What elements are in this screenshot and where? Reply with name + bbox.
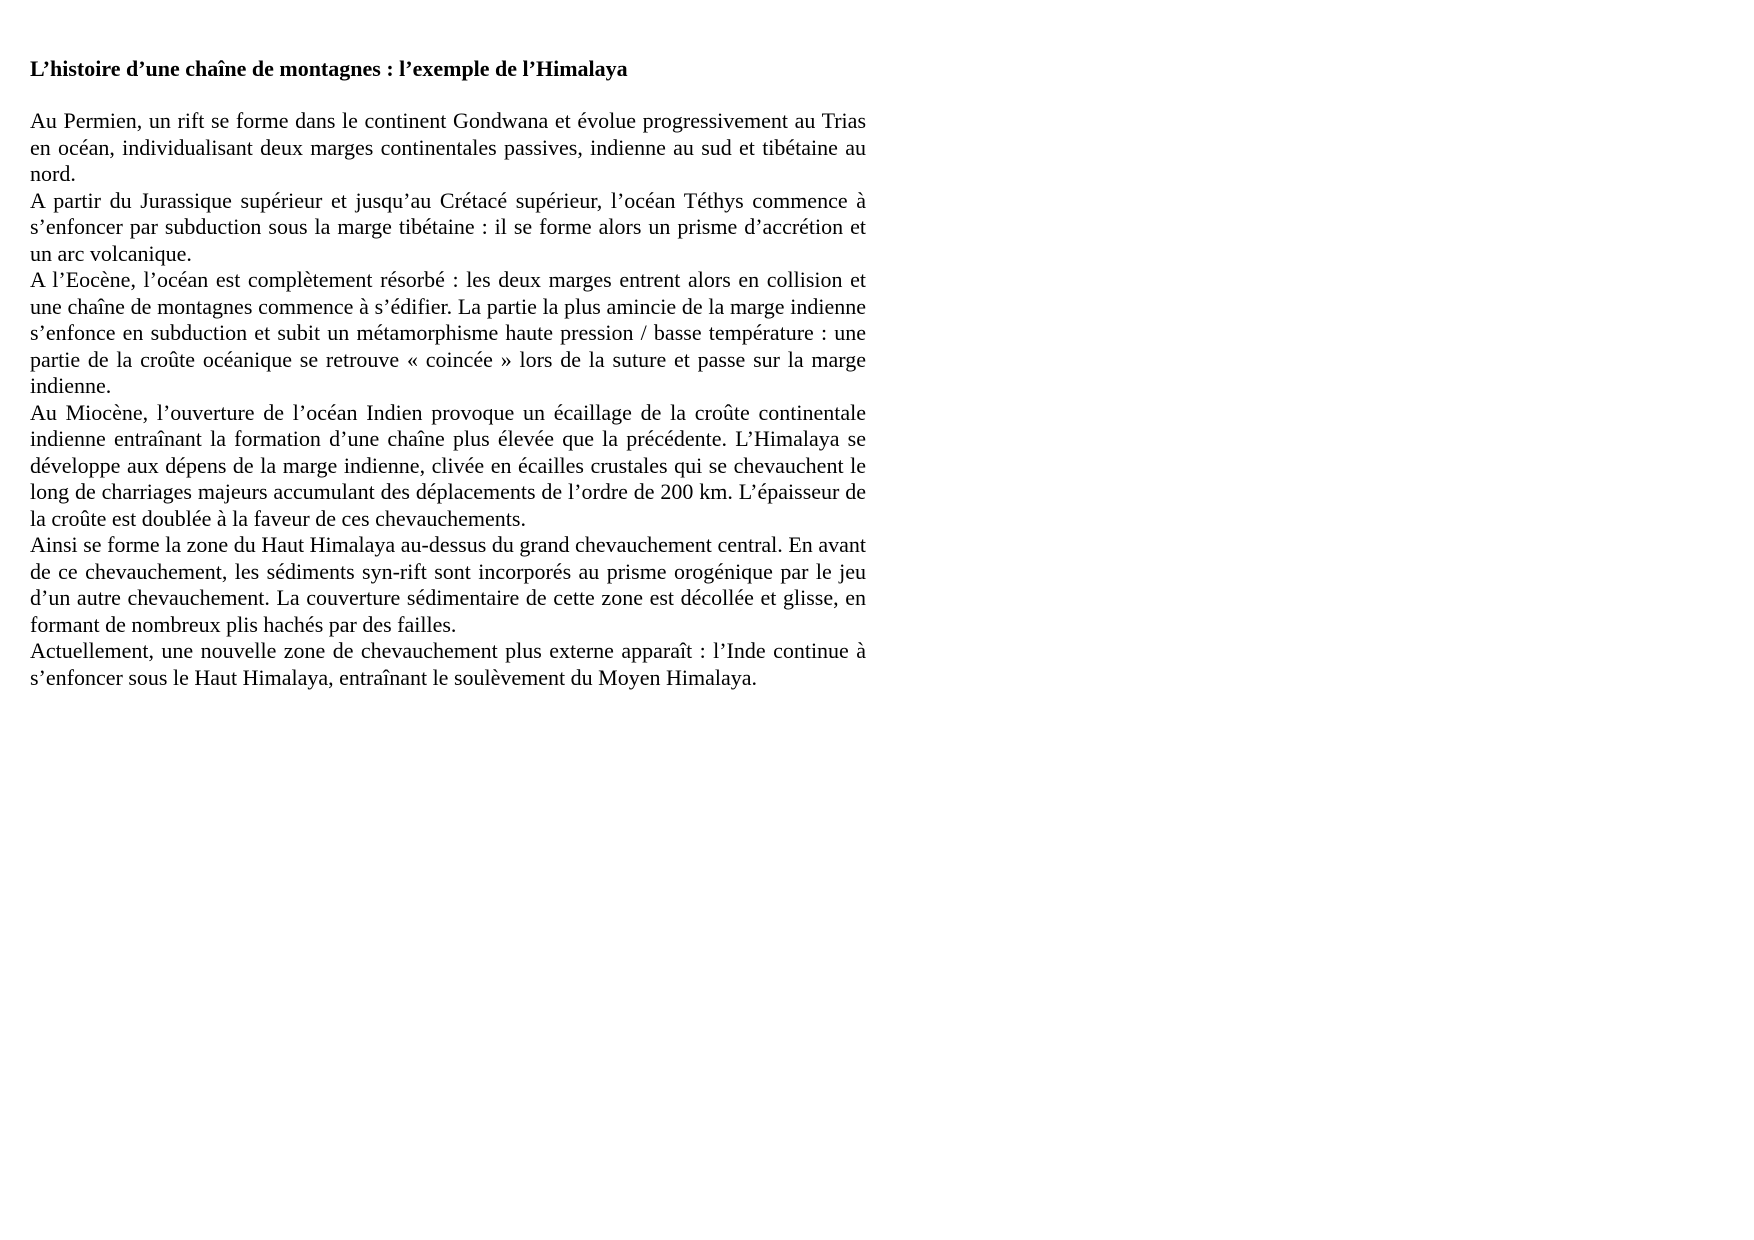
paragraph-jurassique: A partir du Jurassique supérieur et jusqu’au Crétacé supérieur, l’océan Téthys commence à s’enfoncer par subduction sous la marge tibétaine : il se forme alors un prisme d’accrétion et un arc volcanique. [30, 187, 866, 266]
paragraph-eocene: A l’Eocène, l’océan est complètement résorbé : les deux marges entrent alors en collision et une chaîne de montagnes commence à s’édifier. La partie la plus amincie de la marge indienne s’enfonce en subduction et subit un métamorphisme haute pression / basse température : une partie de la croûte océanique se retrouve « coincée » lors de la suture et passe sur la marge indienne. [30, 267, 866, 398]
paragraph-permien: Au Permien, un rift se forme dans le continent Gondwana et évolue progressivement au Trias en océan, individualisant deux marges continentales passives, indienne au sud et tibétaine au nord. [30, 108, 866, 186]
text-column [30, 56, 866, 691]
paragraph-miocene: Au Miocène, l’ouverture de l’océan Indien provoque un écaillage de la croûte continentale indienne entraînant la formation d’une chaîne plus élevée que la précédente. L’Himalaya se développe aux dépens de la marge indienne, clivée en écailles crustales qui se chevauchent le long de charriages majeurs accumulant des déplacements de l’ordre de 200 km. L’épaisseur de la croûte est doublée à la faveur de ces chevauchements. [30, 399, 866, 531]
document-title: L’histoire d’une chaîne de montagnes : l’exemple de l’Himalaya [30, 56, 628, 81]
paragraph-actuellement: Actuellement, une nouvelle zone de chevauchement plus externe apparaît : l’Inde continue à s’enfoncer sous le Haut Himalaya, entraînant le soulèvement du Moyen Himalaya. [30, 638, 866, 690]
paragraph-haut-himalaya: Ainsi se forme la zone du Haut Himalaya au-dessus du grand chevauchement central. En avant de ce chevauchement, les sédiments syn-rift sont incorporés au prisme orogénique par le jeu d’un autre chevauchement. La couverture sédimentaire de cette zone est décollée et glisse, en formant de nombreux plis hachés par des failles. [30, 532, 866, 637]
